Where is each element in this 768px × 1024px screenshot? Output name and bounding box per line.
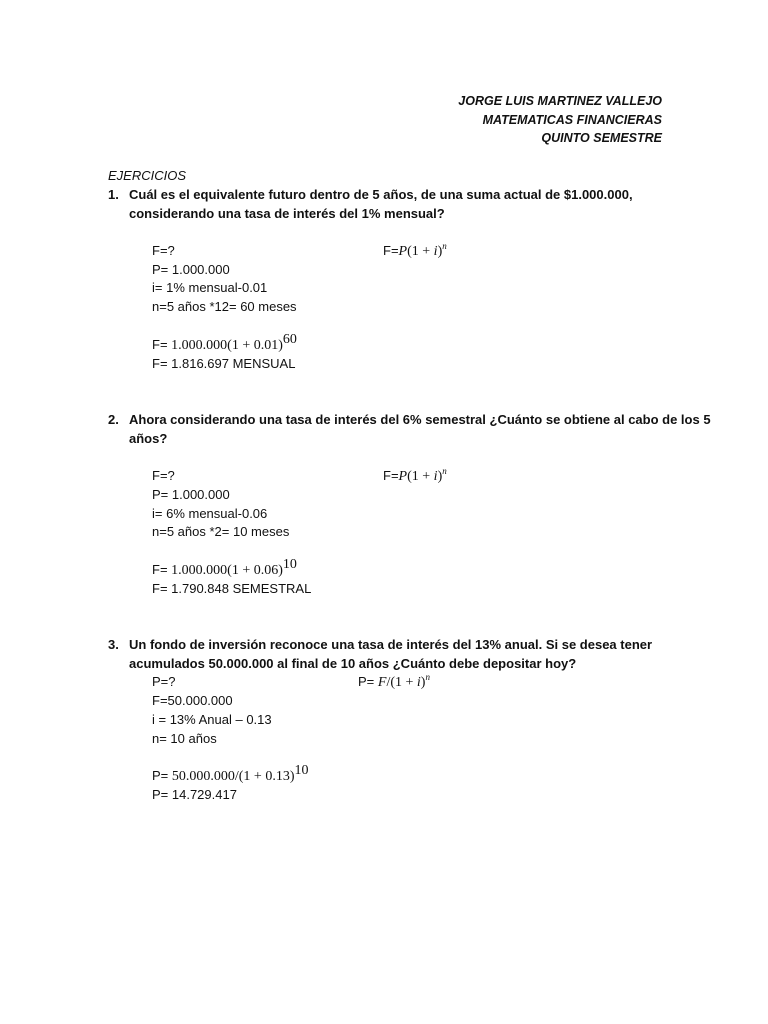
question-line: considerando una tasa de interés del 1% mensual? (129, 206, 445, 221)
given-value: P= 1.000.000 (152, 487, 230, 502)
formula-exponent: n (442, 241, 447, 251)
result: F= 1.790.848 SEMESTRAL (152, 581, 312, 596)
calc-expression: 1.000.000(1 + 0.06) (171, 563, 283, 578)
formula-variable: P (398, 469, 408, 484)
formula (358, 674, 430, 691)
calculation (152, 332, 297, 354)
question-line: Ahora considerando una tasa de interés del 6% semestral ¿Cuánto se obtiene al cabo de los 5 (129, 412, 711, 427)
given-value: F=50.000.000 (152, 693, 233, 708)
given-value: i= 1% mensual-0.01 (152, 280, 268, 295)
given-value: F=? (152, 468, 175, 483)
given-value: F=? (152, 243, 175, 258)
calc-exponent: 10 (282, 557, 297, 572)
calc-exponent: 10 (294, 763, 309, 778)
formula-close: ) (437, 469, 443, 484)
exercise-number: 3. (108, 637, 119, 652)
course-name: MATEMATICAS FINANCIERAS (482, 113, 662, 127)
section-title: EJERCICIOS (108, 168, 187, 183)
exercise-number: 2. (108, 412, 119, 427)
formula-open: (1 + (407, 244, 434, 259)
formula-open: /(1 + (386, 675, 417, 690)
formula-prefix: F= (383, 243, 399, 258)
formula-rate: i (433, 469, 438, 484)
calc-prefix: F= (152, 562, 172, 577)
given-value: i= 6% mensual-0.06 (152, 506, 268, 521)
question-line: años? (129, 431, 168, 446)
calc-prefix: F= (152, 337, 172, 352)
given-value: n= 10 años (152, 731, 217, 746)
calc-expression: 1.000.000(1 + 0.01) (171, 338, 283, 353)
question-line: Cuál es el equivalente futuro dentro de 5 años, de una suma actual de $1.000.000, (129, 187, 633, 202)
question-line: acumulados 50.000.000 al final de 10 años ¿Cuánto debe depositar hoy? (129, 656, 577, 671)
author-name: JORGE LUIS MARTINEZ VALLEJO (458, 94, 662, 108)
calculation (152, 557, 297, 579)
given-value: n=5 años *12= 60 meses (152, 299, 297, 314)
given-value: i = 13% Anual – 0.13 (152, 712, 272, 727)
formula (383, 468, 447, 485)
result: F= 1.816.697 MENSUAL (152, 356, 296, 371)
formula-close: ) (437, 244, 443, 259)
formula-prefix: P= (358, 674, 378, 689)
calc-prefix: P= (152, 768, 172, 783)
calc-expression: 50.000.000/(1 + 0.13) (171, 769, 295, 784)
calc-exponent: 60 (282, 332, 297, 347)
formula-open: (1 + (407, 469, 434, 484)
result: P= 14.729.417 (152, 787, 237, 802)
formula-close: ) (420, 675, 426, 690)
formula-prefix: F= (383, 468, 399, 483)
given-value: P= 1.000.000 (152, 262, 230, 277)
formula (383, 243, 447, 260)
formula-variable: P (398, 244, 408, 259)
question-line: Un fondo de inversión reconoce una tasa de interés del 13% anual. Si se desea tener (129, 637, 653, 652)
semester-label: QUINTO SEMESTRE (541, 131, 662, 145)
calculation (152, 763, 309, 785)
exercise-number: 1. (108, 187, 119, 202)
formula-rate: i (433, 244, 438, 259)
formula-exponent: n (425, 672, 430, 682)
formula-rate: i (416, 675, 421, 690)
given-value: n=5 años *2= 10 meses (152, 524, 290, 539)
given-value: P=? (152, 674, 176, 689)
formula-exponent: n (442, 466, 447, 476)
formula-variable: F (377, 675, 387, 690)
